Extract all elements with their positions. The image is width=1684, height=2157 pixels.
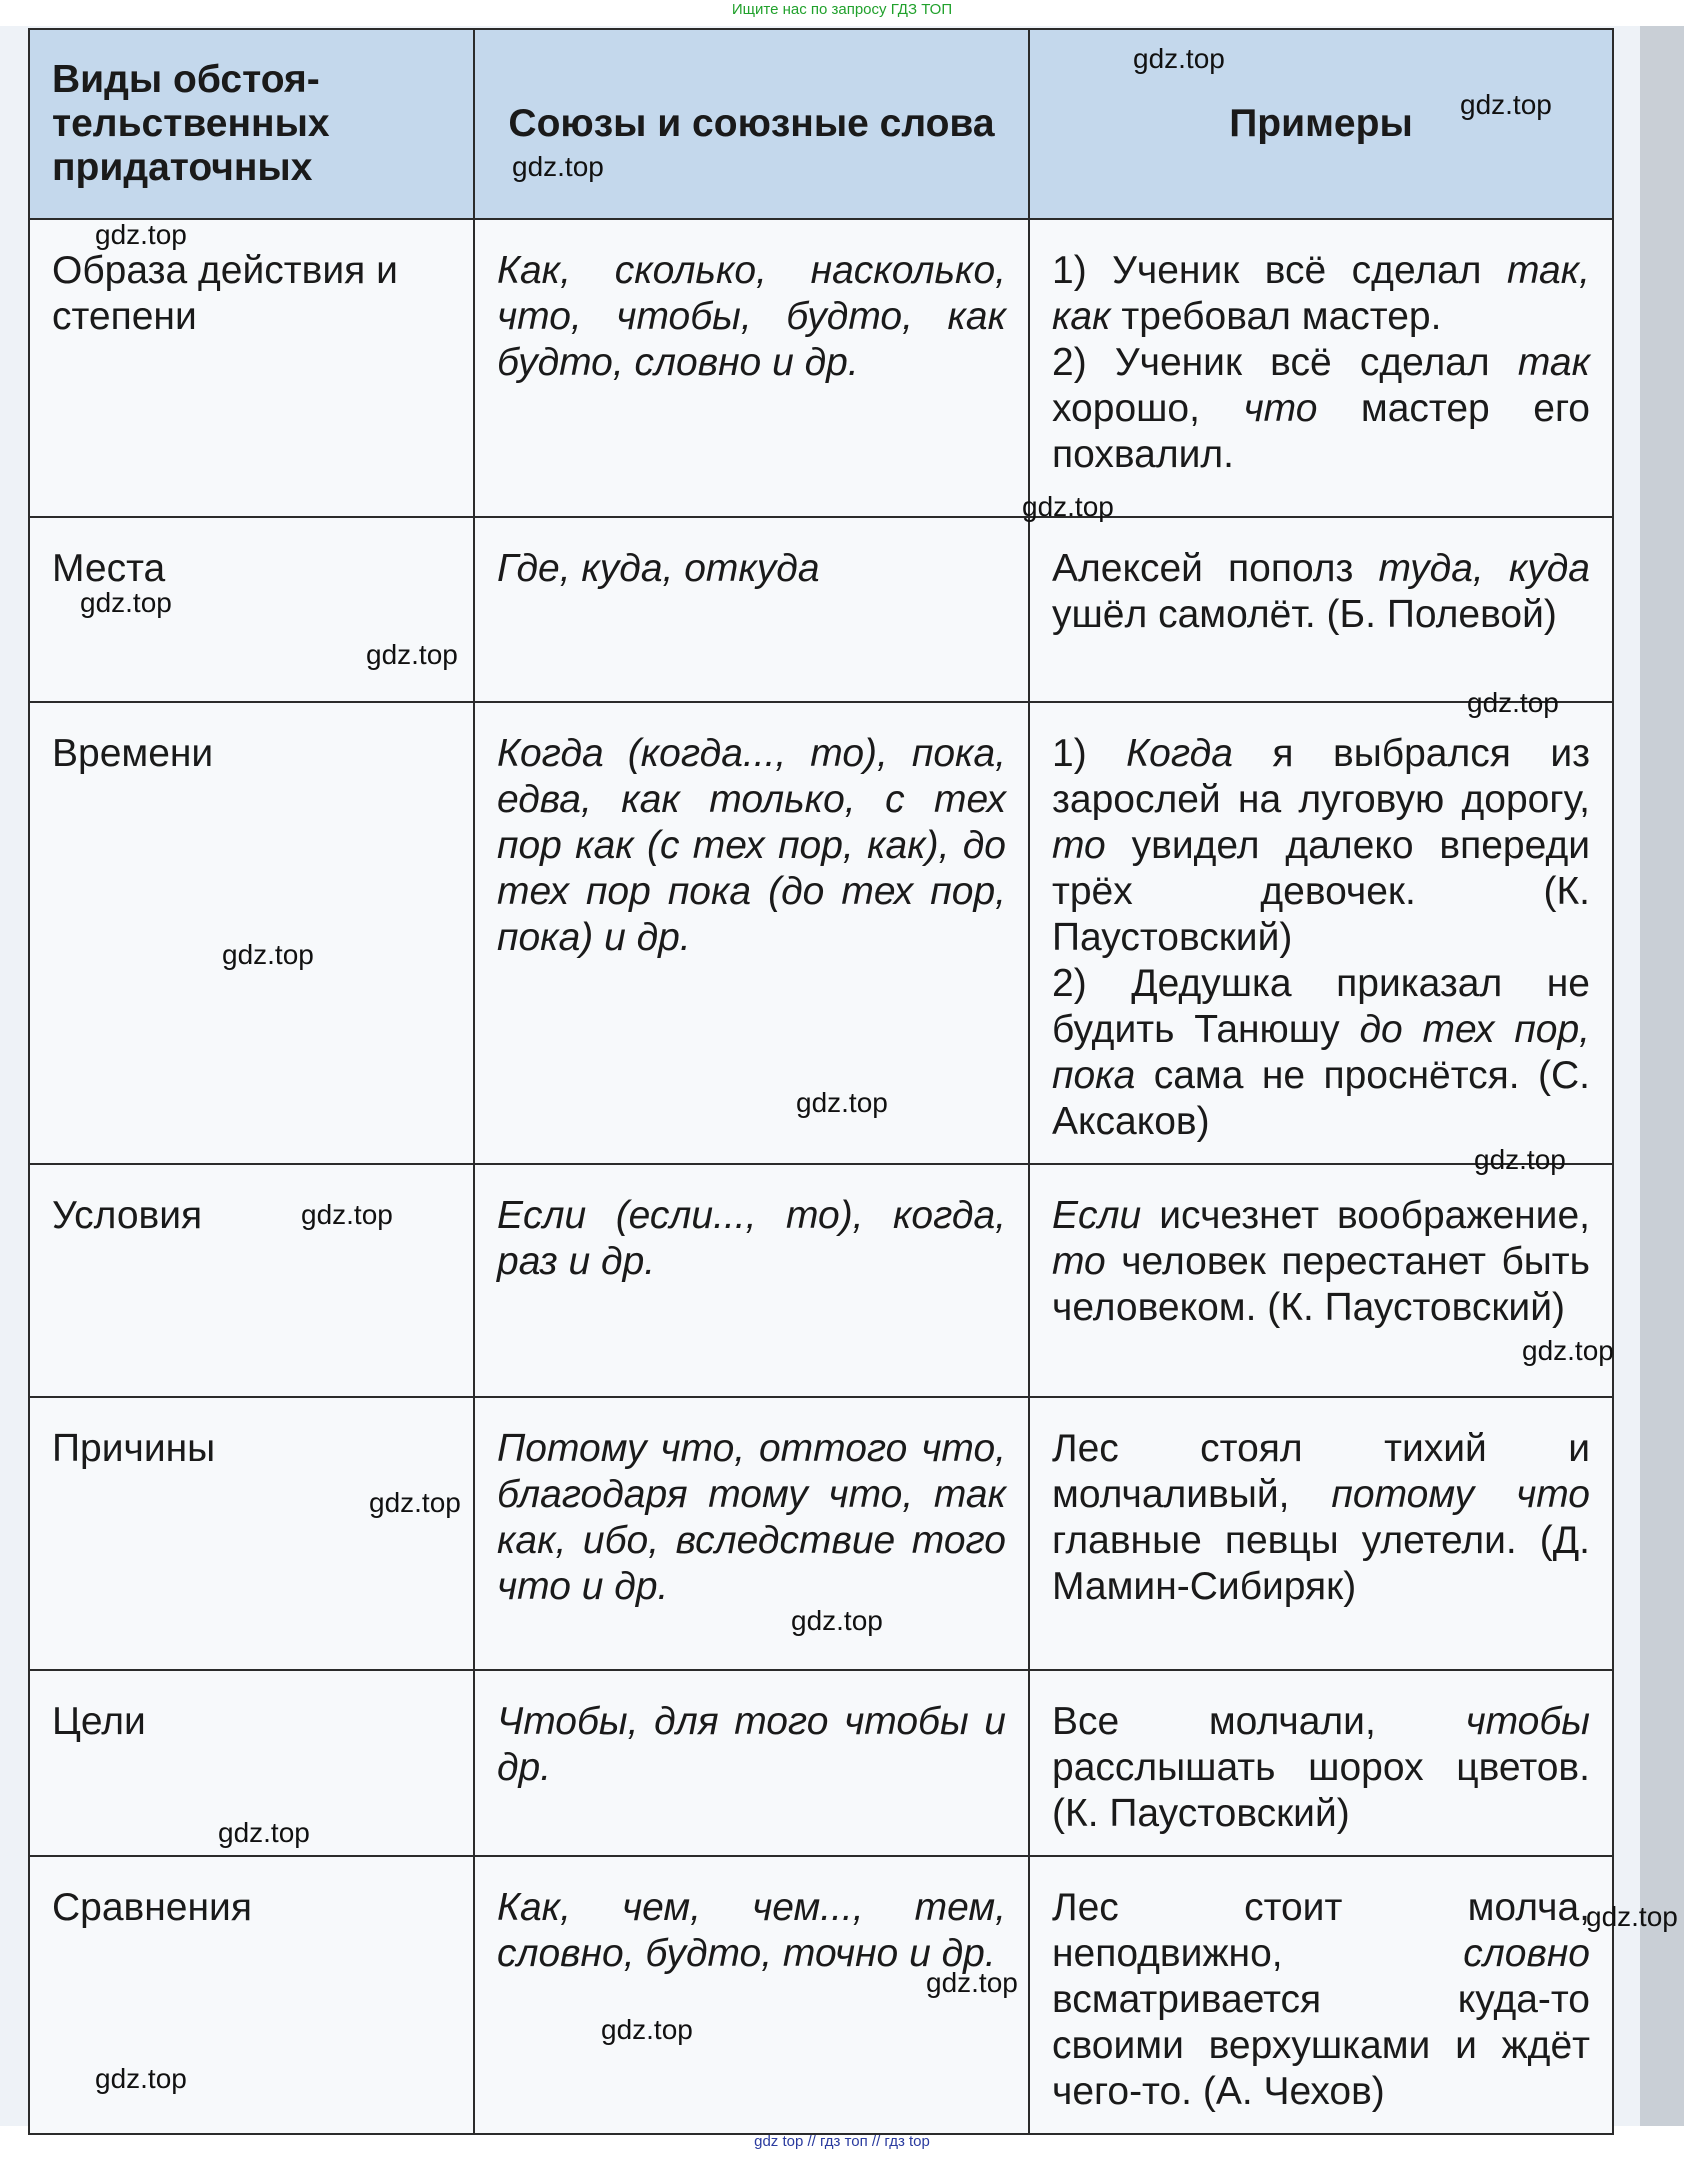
- watermark: gdz.top: [80, 587, 172, 618]
- watermark: gdz.top: [366, 639, 458, 670]
- watermark: gdz.top: [95, 2063, 187, 2094]
- example-sentence: [1052, 546, 1590, 638]
- clause-kind: Образа действия и степени: [29, 219, 474, 517]
- clause-conjunctions: Чтобы, для того чтобы и др.: [474, 1670, 1029, 1856]
- clause-kind: Времени: [29, 702, 474, 1164]
- watermark: gdz.top: [1460, 89, 1552, 120]
- example-text: 1) Ученик всё сделал: [1052, 249, 1507, 292]
- example-text: сама не проснётся. (С. Аксаков): [1052, 1054, 1590, 1143]
- clause-conjunctions: Если (если..., то), когда, раз и др.: [474, 1164, 1029, 1397]
- clause-examples: [1029, 702, 1613, 1164]
- clause-examples: [1029, 1670, 1613, 1856]
- example-text: хорошо,: [1052, 387, 1244, 430]
- page-edge: [1640, 26, 1684, 2126]
- header-examples: Примеры: [1029, 29, 1613, 219]
- conjunction-highlight: Когда: [1126, 732, 1233, 775]
- clause-kind: Условия: [29, 1164, 474, 1397]
- clause-kind: Места: [29, 517, 474, 702]
- example-sentence: [1052, 731, 1590, 961]
- watermark: gdz.top: [1133, 43, 1225, 74]
- example-sentence: [1052, 340, 1590, 478]
- example-sentence: [1052, 1885, 1590, 2115]
- example-text: Лес стоит молча, неподвижно,: [1052, 1886, 1590, 1975]
- example-text: Все молчали,: [1052, 1700, 1466, 1743]
- top-banner[interactable]: Ищите нас по запросу ГДЗ ТОП: [731, 1, 953, 18]
- table-row: [29, 517, 1613, 702]
- example-text: Алексей пополз: [1052, 547, 1379, 590]
- watermark: gdz.top: [1474, 1144, 1566, 1175]
- bottom-banner[interactable]: gdz top // гдз топ // гдз top: [754, 2133, 930, 2150]
- watermark: gdz.top: [369, 1487, 461, 1518]
- conjunction-highlight: потому что: [1331, 1473, 1590, 1516]
- example-text: 2) Ученик всё сделал: [1052, 341, 1518, 384]
- clause-conjunctions: Как, чем, чем..., тем, словно, будто, точно и др.: [474, 1856, 1029, 2134]
- clause-examples: [1029, 517, 1613, 702]
- example-text: всматривается куда-то своими верхушками и ждёт чего-то. (А. Чехов): [1052, 1978, 1590, 2113]
- watermark: gdz.top: [1467, 687, 1559, 718]
- clause-conjunctions: Как, сколько, насколько, что, чтобы, будто, как будто, словно и др.: [474, 219, 1029, 517]
- example-text: требовал мастер.: [1110, 295, 1442, 338]
- table-row: [29, 1164, 1613, 1397]
- header-kind: Виды обстоя-тельственных придаточных: [29, 29, 474, 219]
- watermark: gdz.top: [926, 1967, 1018, 1998]
- conjunction-highlight: Если: [1052, 1194, 1142, 1237]
- example-text: человек перестанет быть человеком. (К. Паустовский): [1052, 1240, 1590, 1329]
- example-text: 1): [1052, 732, 1127, 775]
- clause-examples: [1029, 219, 1613, 517]
- example-text: 2) Дедушка приказал не будить Танюшу: [1052, 962, 1590, 1051]
- conjunction-highlight: так, как: [1052, 249, 1590, 338]
- example-sentence: [1052, 248, 1590, 340]
- conjunction-highlight: чтобы: [1465, 1700, 1590, 1743]
- conjunction-highlight: то: [1052, 1240, 1106, 1283]
- watermark: gdz.top: [796, 1087, 888, 1118]
- clause-kind: Причины: [29, 1397, 474, 1670]
- example-text: увидел далеко впереди трёх девочек. (К. Паустовский): [1052, 824, 1590, 959]
- conjunction-highlight: до тех пор, пока: [1052, 1008, 1591, 1097]
- watermark: gdz.top: [301, 1199, 393, 1230]
- watermark: gdz.top: [791, 1605, 883, 1636]
- clause-examples: [1029, 1856, 1613, 2134]
- clause-conjunctions: Где, куда, откуда: [474, 517, 1029, 702]
- example-text: я выбрался из зарослей на луговую дорогу,: [1052, 732, 1590, 821]
- conjunction-highlight: то: [1052, 824, 1106, 867]
- watermark: gdz.top: [601, 2014, 693, 2045]
- watermark: gdz.top: [95, 219, 187, 250]
- table-row: [29, 1856, 1613, 2134]
- example-sentence: [1052, 1426, 1590, 1610]
- watermark: gdz.top: [1522, 1335, 1614, 1366]
- clause-conjunctions: Потому что, оттого что, благодаря тому что, так как, ибо, вследствие того что и др.: [474, 1397, 1029, 1670]
- example-sentence: [1052, 961, 1590, 1145]
- watermark: gdz.top: [1022, 491, 1114, 522]
- example-text: Лес стоял тихий и молчаливый,: [1052, 1427, 1590, 1516]
- watermark: gdz.top: [512, 151, 604, 182]
- example-text: мастер его похвалил.: [1052, 387, 1590, 476]
- example-text: главные певцы улетели. (Д. Мамин-Сибиряк): [1052, 1519, 1590, 1608]
- clause-kind: Цели: [29, 1670, 474, 1856]
- table-header-row: [29, 29, 1613, 219]
- example-sentence: [1052, 1699, 1590, 1837]
- conjunction-highlight: что: [1243, 387, 1318, 430]
- example-text: исчезнет воображение,: [1141, 1194, 1590, 1237]
- watermark: gdz.top: [1586, 1901, 1678, 1932]
- example-sentence: [1052, 1193, 1590, 1331]
- conjunction-highlight: словно: [1463, 1932, 1590, 1975]
- header-conjunctions: Союзы и союзные слова: [474, 29, 1029, 219]
- conjunction-highlight: туда, куда: [1378, 547, 1590, 590]
- clause-examples: [1029, 1397, 1613, 1670]
- example-text: расслышать шорох цветов. (К. Паустовский): [1052, 1746, 1590, 1835]
- table-row: [29, 219, 1613, 517]
- example-text: ушёл самолёт. (Б. Полевой): [1052, 593, 1557, 636]
- watermark: gdz.top: [222, 939, 314, 970]
- clause-kind: Сравнения: [29, 1856, 474, 2134]
- conjunction-highlight: так: [1517, 341, 1590, 384]
- clause-conjunctions: Когда (когда..., то), пока, едва, как только, с тех пор как (с тех пор, как), до тех пор пока (до тех пор, пока) и др.: [474, 702, 1029, 1164]
- watermark: gdz.top: [218, 1817, 310, 1848]
